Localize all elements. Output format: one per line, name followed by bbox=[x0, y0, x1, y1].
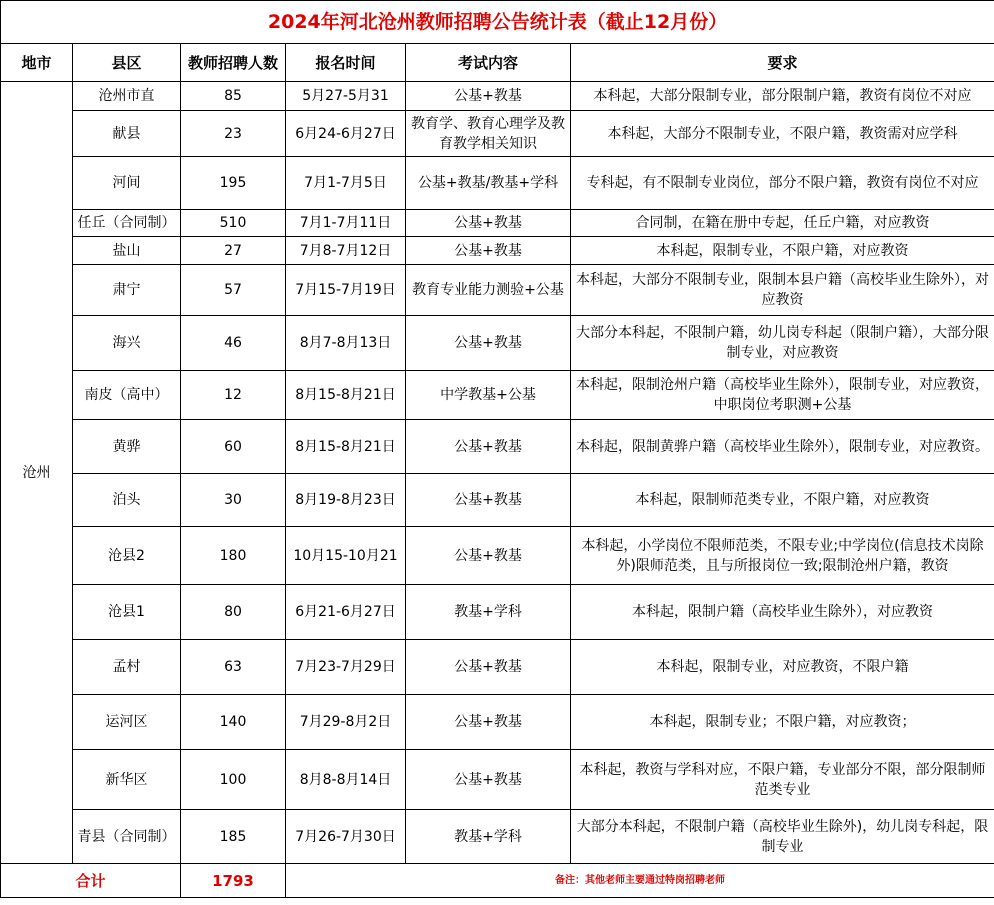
county-cell: 盐山 bbox=[73, 237, 181, 265]
table-row bbox=[1, 210, 994, 237]
exam-cell: 公基+教基 bbox=[406, 695, 571, 750]
exam-cell: 教育学、教育心理学及教育教学相关知识 bbox=[406, 111, 571, 157]
county-cell: 新华区 bbox=[73, 750, 181, 810]
count-cell: 30 bbox=[181, 474, 286, 527]
county-cell: 孟村 bbox=[73, 640, 181, 695]
exam-cell: 教基+学科 bbox=[406, 810, 571, 864]
requirements-cell: 本科起，教资与学科对应，不限户籍，专业部分不限，部分限制师范类专业 bbox=[571, 750, 994, 810]
county-cell: 南皮（高中） bbox=[73, 371, 181, 420]
time-cell: 7月26-7月30日 bbox=[286, 810, 406, 864]
exam-cell: 公基+教基 bbox=[406, 237, 571, 265]
requirements-cell: 合同制，在籍在册中专起，任丘户籍，对应教资 bbox=[571, 210, 994, 237]
time-cell: 5月27-5月31 bbox=[286, 82, 406, 111]
count-cell: 46 bbox=[181, 316, 286, 371]
exam-cell: 公基+教基/教基+学科 bbox=[406, 157, 571, 210]
time-cell: 10月15-10月21 bbox=[286, 527, 406, 585]
time-cell: 8月15-8月21日 bbox=[286, 371, 406, 420]
header-row bbox=[1, 44, 994, 82]
count-cell: 100 bbox=[181, 750, 286, 810]
time-cell: 8月7-8月13日 bbox=[286, 316, 406, 371]
county-cell: 海兴 bbox=[73, 316, 181, 371]
time-cell: 8月15-8月21日 bbox=[286, 420, 406, 474]
county-cell: 沧州市直 bbox=[73, 82, 181, 111]
total-row bbox=[1, 864, 994, 898]
city-cell: 沧州 bbox=[1, 82, 73, 864]
count-cell: 85 bbox=[181, 82, 286, 111]
time-cell: 7月8-7月12日 bbox=[286, 237, 406, 265]
requirements-cell: 本科起，小学岗位不限师范类，不限专业;中学岗位(信息技术岗除外)限师范类，且与所报岗位一致;限制沧州户籍，教资 bbox=[571, 527, 994, 585]
header-county: 县区 bbox=[73, 44, 181, 82]
count-cell: 80 bbox=[181, 585, 286, 640]
table-row bbox=[1, 420, 994, 474]
county-cell: 沧县1 bbox=[73, 585, 181, 640]
requirements-cell: 本科起，限制师范类专业，不限户籍，对应教资 bbox=[571, 474, 994, 527]
header-requirements: 要求 bbox=[571, 44, 994, 82]
table-row bbox=[1, 371, 994, 420]
table-row bbox=[1, 265, 994, 316]
exam-cell: 公基+教基 bbox=[406, 750, 571, 810]
table-row bbox=[1, 474, 994, 527]
time-cell: 8月8-8月14日 bbox=[286, 750, 406, 810]
requirements-cell: 本科起，大部分不限制专业，不限户籍，教资需对应学科 bbox=[571, 111, 994, 157]
table-row bbox=[1, 527, 994, 585]
total-value: 1793 bbox=[181, 864, 286, 898]
county-cell: 泊头 bbox=[73, 474, 181, 527]
time-cell: 8月19-8月23日 bbox=[286, 474, 406, 527]
table-row bbox=[1, 111, 994, 157]
exam-cell: 中学教基+公基 bbox=[406, 371, 571, 420]
county-cell: 运河区 bbox=[73, 695, 181, 750]
header-city: 地市 bbox=[1, 44, 73, 82]
requirements-cell: 本科起，大部分不限制专业，限制本县户籍（高校毕业生除外），对应教资 bbox=[571, 265, 994, 316]
county-cell: 任丘（合同制） bbox=[73, 210, 181, 237]
exam-cell: 公基+教基 bbox=[406, 82, 571, 111]
count-cell: 140 bbox=[181, 695, 286, 750]
exam-cell: 教育专业能力测验+公基 bbox=[406, 265, 571, 316]
exam-cell: 教基+学科 bbox=[406, 585, 571, 640]
county-cell: 献县 bbox=[73, 111, 181, 157]
requirements-cell: 本科起，限制黄骅户籍（高校毕业生除外），限制专业，对应教资。 bbox=[571, 420, 994, 474]
count-cell: 180 bbox=[181, 527, 286, 585]
county-cell: 黄骅 bbox=[73, 420, 181, 474]
requirements-cell: 专科起，有不限制专业岗位，部分不限户籍，教资有岗位不对应 bbox=[571, 157, 994, 210]
time-cell: 7月23-7月29日 bbox=[286, 640, 406, 695]
count-cell: 12 bbox=[181, 371, 286, 420]
exam-cell: 公基+教基 bbox=[406, 640, 571, 695]
time-cell: 7月15-7月19日 bbox=[286, 265, 406, 316]
header-exam: 考试内容 bbox=[406, 44, 571, 82]
exam-cell: 公基+教基 bbox=[406, 316, 571, 371]
count-cell: 185 bbox=[181, 810, 286, 864]
county-cell: 河间 bbox=[73, 157, 181, 210]
table-row bbox=[1, 157, 994, 210]
table-row bbox=[1, 695, 994, 750]
count-cell: 63 bbox=[181, 640, 286, 695]
time-cell: 7月1-7月5日 bbox=[286, 157, 406, 210]
requirements-cell: 本科起，限制专业；不限户籍，对应教资； bbox=[571, 695, 994, 750]
requirements-cell: 本科起，限制沧州户籍（高校毕业生除外），限制专业，对应教资，中职岗位考职测+公基 bbox=[571, 371, 994, 420]
exam-cell: 公基+教基 bbox=[406, 210, 571, 237]
table-row bbox=[1, 810, 994, 864]
count-cell: 57 bbox=[181, 265, 286, 316]
requirements-cell: 本科起，限制户籍（高校毕业生除外），对应教资 bbox=[571, 585, 994, 640]
table-row bbox=[1, 316, 994, 371]
county-cell: 沧县2 bbox=[73, 527, 181, 585]
time-cell: 6月21-6月27日 bbox=[286, 585, 406, 640]
total-note: 备注：其他老师主要通过特岗招聘老师 bbox=[286, 864, 994, 898]
count-cell: 23 bbox=[181, 111, 286, 157]
requirements-cell: 本科起，大部分限制专业，部分限制户籍，教资有岗位不对应 bbox=[571, 82, 994, 111]
count-cell: 27 bbox=[181, 237, 286, 265]
table-row bbox=[1, 640, 994, 695]
county-cell: 肃宁 bbox=[73, 265, 181, 316]
table-row bbox=[1, 585, 994, 640]
requirements-cell: 大部分本科起，不限制户籍，幼儿岗专科起（限制户籍），大部分限制专业，对应教资 bbox=[571, 316, 994, 371]
exam-cell: 公基+教基 bbox=[406, 474, 571, 527]
time-cell: 6月24-6月27日 bbox=[286, 111, 406, 157]
header-time: 报名时间 bbox=[286, 44, 406, 82]
total-label: 合计 bbox=[1, 864, 181, 898]
count-cell: 510 bbox=[181, 210, 286, 237]
count-cell: 195 bbox=[181, 157, 286, 210]
exam-cell: 公基+教基 bbox=[406, 527, 571, 585]
requirements-cell: 本科起，限制专业，对应教资，不限户籍 bbox=[571, 640, 994, 695]
requirements-cell: 本科起，限制专业，不限户籍，对应教资 bbox=[571, 237, 994, 265]
table-row bbox=[1, 82, 994, 111]
table-row bbox=[1, 750, 994, 810]
count-cell: 60 bbox=[181, 420, 286, 474]
exam-cell: 公基+教基 bbox=[406, 420, 571, 474]
requirements-cell: 大部分本科起，不限制户籍（高校毕业生除外)，幼儿岗专科起，限制专业 bbox=[571, 810, 994, 864]
table-title: 2024年河北沧州教师招聘公告统计表（截止12月份） bbox=[1, 1, 994, 44]
header-count: 教师招聘人数 bbox=[181, 44, 286, 82]
table-row bbox=[1, 237, 994, 265]
time-cell: 7月1-7月11日 bbox=[286, 210, 406, 237]
time-cell: 7月29-8月2日 bbox=[286, 695, 406, 750]
county-cell: 青县（合同制） bbox=[73, 810, 181, 864]
